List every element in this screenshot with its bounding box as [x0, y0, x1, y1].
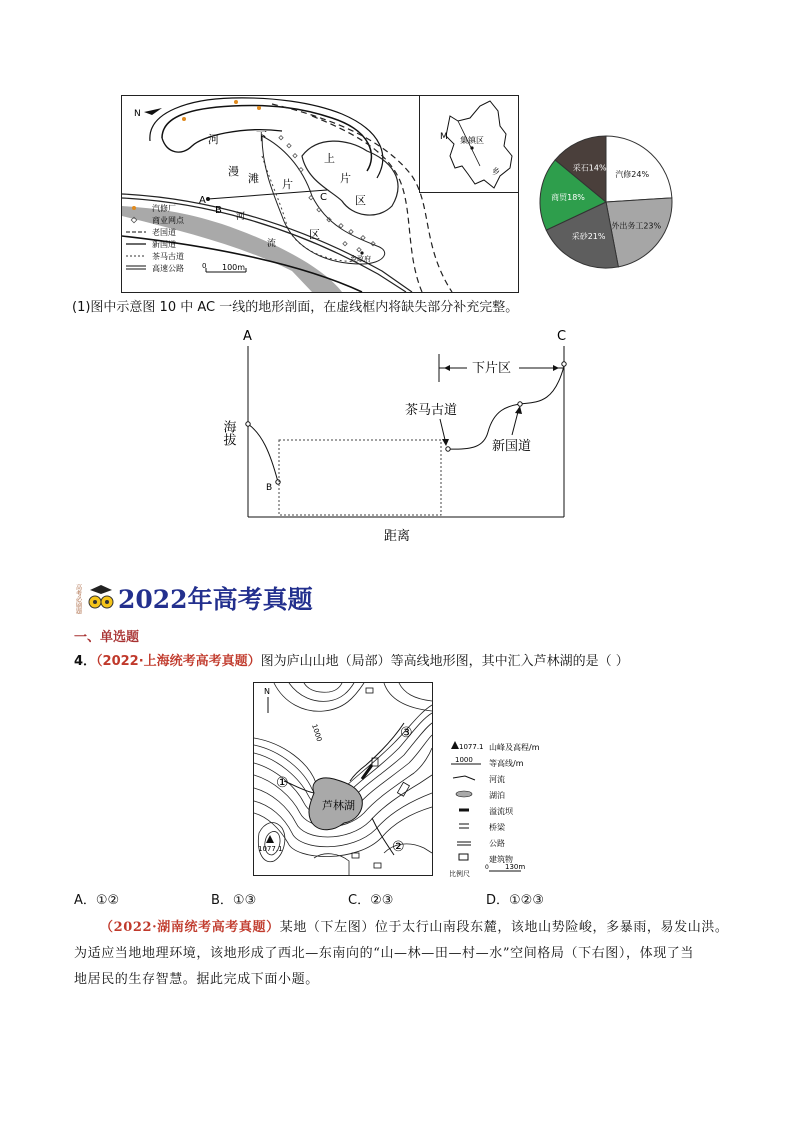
legend-bridge: 桥梁 [489, 823, 505, 832]
pie-label-3: 商贸18% [551, 193, 585, 203]
profile-a: A [243, 329, 252, 344]
pie-label-4: 采石14% [572, 163, 607, 173]
pie-label-0: 汽修24% [615, 170, 650, 180]
legend-highway: 高速公路 [152, 264, 184, 273]
legend-new-road: 新国道 [152, 240, 176, 249]
pie-label-1: 外出务工23% [611, 221, 662, 231]
inset-town: 集镇区 [460, 136, 484, 145]
section-title: 一、单选题 [74, 630, 140, 645]
label-tan: 滩 [248, 172, 259, 185]
label-village: 乡政府 [350, 255, 371, 263]
label-he-liu: 河 [236, 212, 246, 222]
passage-line-3: 地居民的生存智慧。据此完成下面小题。 [74, 972, 319, 987]
dashed-answer-box[interactable] [279, 440, 441, 515]
profile-b: B [266, 483, 273, 493]
heading-badge [76, 576, 116, 616]
pie-label-2: 采砂21% [571, 232, 606, 242]
option-c-val: ②③ [370, 893, 394, 908]
marker-2: ② [392, 839, 405, 855]
legend-river: 河流 [489, 775, 505, 784]
marker-1: ① [276, 775, 289, 791]
svg-text:0: 0 [202, 262, 207, 270]
profile-chama: 茶马古道 [405, 403, 458, 418]
option-a-key: A． [74, 893, 96, 908]
legend-road: 公路 [489, 839, 505, 848]
option-b[interactable] [211, 889, 256, 908]
label-c: C [320, 192, 327, 203]
legend-repair: 汽修厂 [152, 204, 176, 213]
inset-xiang: 乡 [492, 167, 500, 176]
terrain-profile [222, 322, 582, 547]
option-d[interactable] [486, 889, 544, 908]
map2-north: N [264, 687, 270, 696]
scale-label: 100m [222, 263, 246, 272]
legend-commercial: 商业网点 [152, 216, 184, 225]
legend-peak-sym: 1077.1 [459, 743, 484, 751]
badge-text: 高考必刷题 [74, 584, 82, 614]
passage-source: （2022·湖南统考高考真题） [100, 920, 280, 935]
option-a-val: ①② [95, 893, 120, 908]
option-c-key: C． [348, 893, 371, 908]
scale-title: 比例尺 [449, 870, 470, 878]
legend-contour-sym: 1000 [455, 756, 473, 764]
q4-text: 图为庐山山地（局部）等高线地形图，其中汇入芦林湖的是（ ） [260, 654, 629, 669]
q4-source: （2022·上海统考高考真题） [96, 654, 261, 669]
label-liu: 流 [267, 239, 277, 249]
page-heading: 2022年高考真题 [118, 585, 313, 614]
passage [74, 915, 734, 993]
option-b-val: ①③ [232, 893, 257, 908]
option-b-key: B． [211, 893, 233, 908]
profile-xlabel: 距离 [384, 529, 411, 544]
legend-old-road: 老国道 [152, 228, 176, 237]
pie-slice-0 [606, 136, 672, 202]
label-shang: 上 [324, 152, 335, 165]
legend-building: 建筑物 [489, 855, 513, 864]
profile-ylabel: 海拔 [220, 420, 236, 446]
q4-number: 4． [74, 654, 97, 669]
passage-line-2: 为适应当地地理环境，该地形成了西北—东南向的“山—林—田—村—水”空间格局（下右图），体现了当 [74, 946, 694, 961]
north-label: N [134, 109, 141, 119]
lake-label: 芦林湖 [322, 799, 355, 812]
legend-repair-icon [132, 206, 136, 210]
legend-tea-road: 茶马古道 [152, 252, 184, 261]
label-pian-shang: 片 [340, 172, 351, 185]
lushan-contour-map [253, 682, 433, 876]
label-a: A [199, 195, 206, 206]
option-c[interactable] [348, 889, 393, 908]
peak-label: 1077.1 [258, 845, 283, 853]
profile-c: C [557, 329, 567, 344]
option-a[interactable] [74, 889, 119, 908]
legend-peak: 山峰及高程/m [489, 743, 540, 752]
option-d-val: ①②③ [509, 893, 544, 908]
map2-legend [445, 740, 565, 880]
profile-xiapian: 下片区 [472, 361, 512, 376]
scale-val: 130m [505, 863, 526, 871]
legend-contour: 等高线/m [489, 759, 524, 768]
inset-map [419, 95, 519, 193]
label-man: 漫 [228, 165, 239, 178]
passage-text-1: 某地（下左图）位于太行山南段东麓，该地山势险峻，多暴雨，易发山洪。 [279, 920, 729, 935]
label-pian-xia: 片 [282, 178, 293, 191]
contour-1000: 1000 [310, 723, 324, 743]
marker-3: ③ [400, 725, 413, 741]
inset-m: M [440, 132, 448, 142]
label-b: B [215, 205, 222, 216]
question-4 [74, 652, 629, 672]
label-qu-shang: 区 [355, 194, 366, 207]
label-xia: 下 [256, 130, 267, 143]
passage-line-1 [74, 915, 734, 941]
question-1: (1)图中示意图 10 中 AC 一线的地形剖面，在虚线框内将缺失部分补充完整。 [72, 300, 519, 315]
label-qu-xia: 区 [309, 228, 320, 241]
profile-xinguodao: 新国道 [492, 439, 532, 454]
legend-lake: 湖泊 [489, 791, 505, 800]
income-pie-chart [536, 132, 676, 272]
scale-zero: 0 [485, 864, 489, 871]
legend-dam: 溢流坝 [489, 807, 513, 816]
label-he: 河 [208, 133, 219, 146]
option-d-key: D． [486, 893, 510, 908]
